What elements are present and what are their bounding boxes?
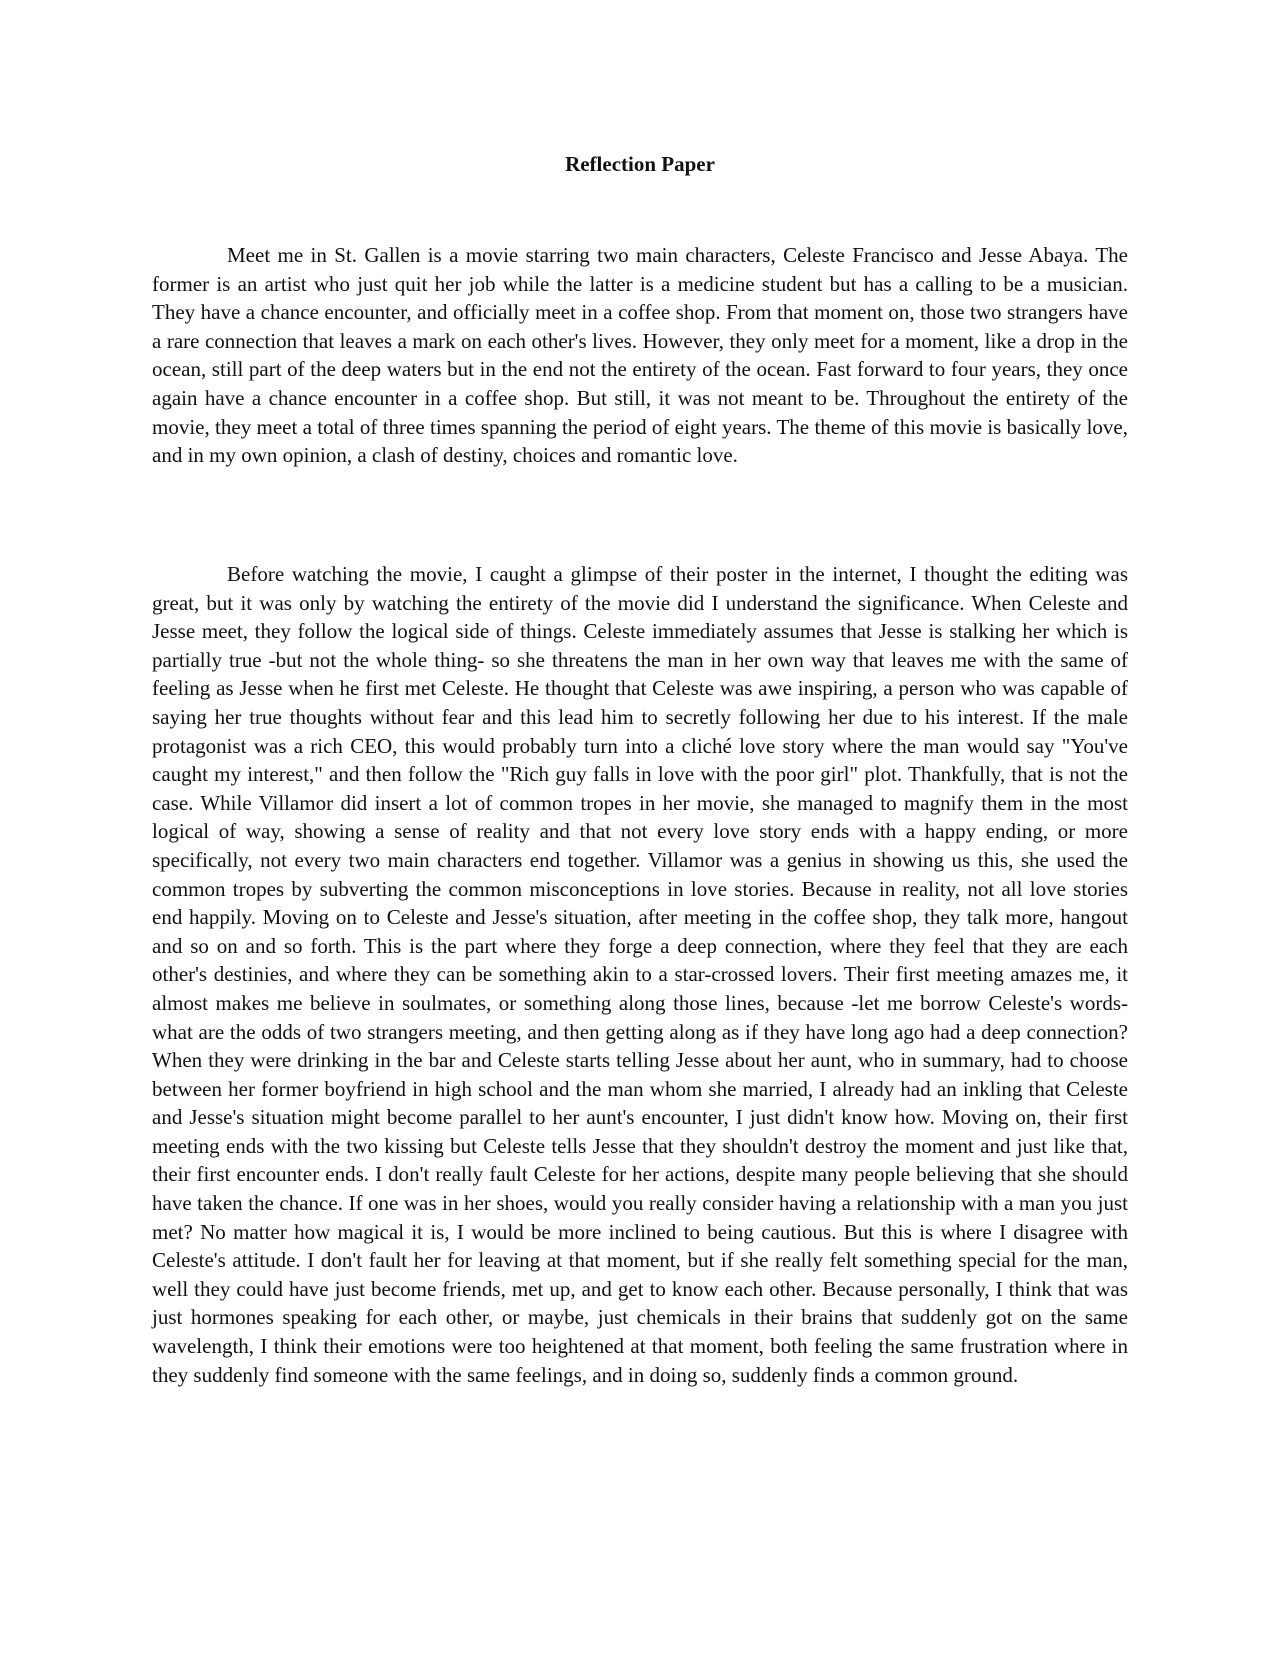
paragraph-introduction: Meet me in St. Gallen is a movie starring two main characters, Celeste Francisco and Jesse Abaya. The former is an artist who just quit her job while the latter is a medicine student but has a calling to be a musician. They have a chance encounter, and officially meet in a coffee shop. From that moment on, those two strangers have a rare connection that leaves a mark on each other's lives. However, they only meet for a moment, like a drop in the ocean, still part of the deep waters but in the end not the entirety of the ocean. Fast forward to four years, they once again have a chance encounter in a coffee shop. But still, it was not meant to be. Throughout the entirety of the movie, they meet a total of three times spanning the period of eight years. The theme of this movie is basically love, and in my own opinion, a clash of destiny, choices and romantic love. (152, 243, 1128, 468)
document-title: Reflection Paper (565, 152, 715, 176)
paragraph-body: Before watching the movie, I caught a glimpse of their poster in the internet, I thought the editing was great, but it was only by watching the entirety of the movie did I understand the significance. When Celeste and Jesse meet, they follow the logical side of things. Celeste immediately assumes that Jesse is stalking her which is partially true -but not the whole thing- so she threatens the man in her own way that leaves me with the same of feeling as Jesse when he first met Celeste. He thought that Celeste was awe inspiring, a person who was capable of saying her true thoughts without fear and this lead him to secretly following her due to his interest. If the male protagonist was a rich CEO, this would probably turn into a cliché love story where the man would say "You've caught my interest," and then follow the "Rich guy falls in love with the poor girl" plot. Thankfully, that is not the case. While Villamor did insert a lot of common tropes in her movie, she managed to magnify them in the most logical of way, showing a sense of reality and that not every love story ends with a happy ending, or more specifically, not every two main characters end together. Villamor was a genius in showing us this, she used the common tropes by subverting the common misconceptions in love stories. Because in reality, not all love stories end happily. Moving on to Celeste and Jesse's situation, after meeting in the coffee shop, they talk more, hangout and so on and so forth. This is the part where they forge a deep connection, where they feel that they are each other's destinies, and where they can be something akin to a star-crossed lovers. Their first meeting amazes me, it almost makes me believe in soulmates, or something along those lines, because -let me borrow Celeste's words- what are the odds of two strangers meeting, and then getting along as if they have long ago had a deep connection? When they were drinking in the bar and Celeste starts telling Jesse about her aunt, who in summary, had to choose between her former boyfriend in high school and the man whom she married, I already had an inkling that Celeste and Jesse's situation might become parallel to her aunt's encounter, I just didn't know how. Moving on, their first meeting ends with the two kissing but Celeste tells Jesse that they shouldn't destroy the moment and just like that, their first encounter ends. I don't really fault Celeste for her actions, despite many people believing that she should have taken the chance. If one was in her shoes, would you really consider having a relationship with a man you just met? No matter how magical it is, I would be more inclined to being cautious. But this is where I disagree with Celeste's attitude. I don't fault her for leaving at that moment, but if she really felt something special for the man, well they could have just become friends, met up, and get to know each other. Because personally, I think that was just hormones speaking for each other, or maybe, just chemicals in their brains that suddenly got on the same wavelength, I think their emotions were too heightened at that moment, both feeling the same frustration where in they suddenly find someone with the same feelings, and in doing so, suddenly finds a common ground. (152, 562, 1128, 1387)
